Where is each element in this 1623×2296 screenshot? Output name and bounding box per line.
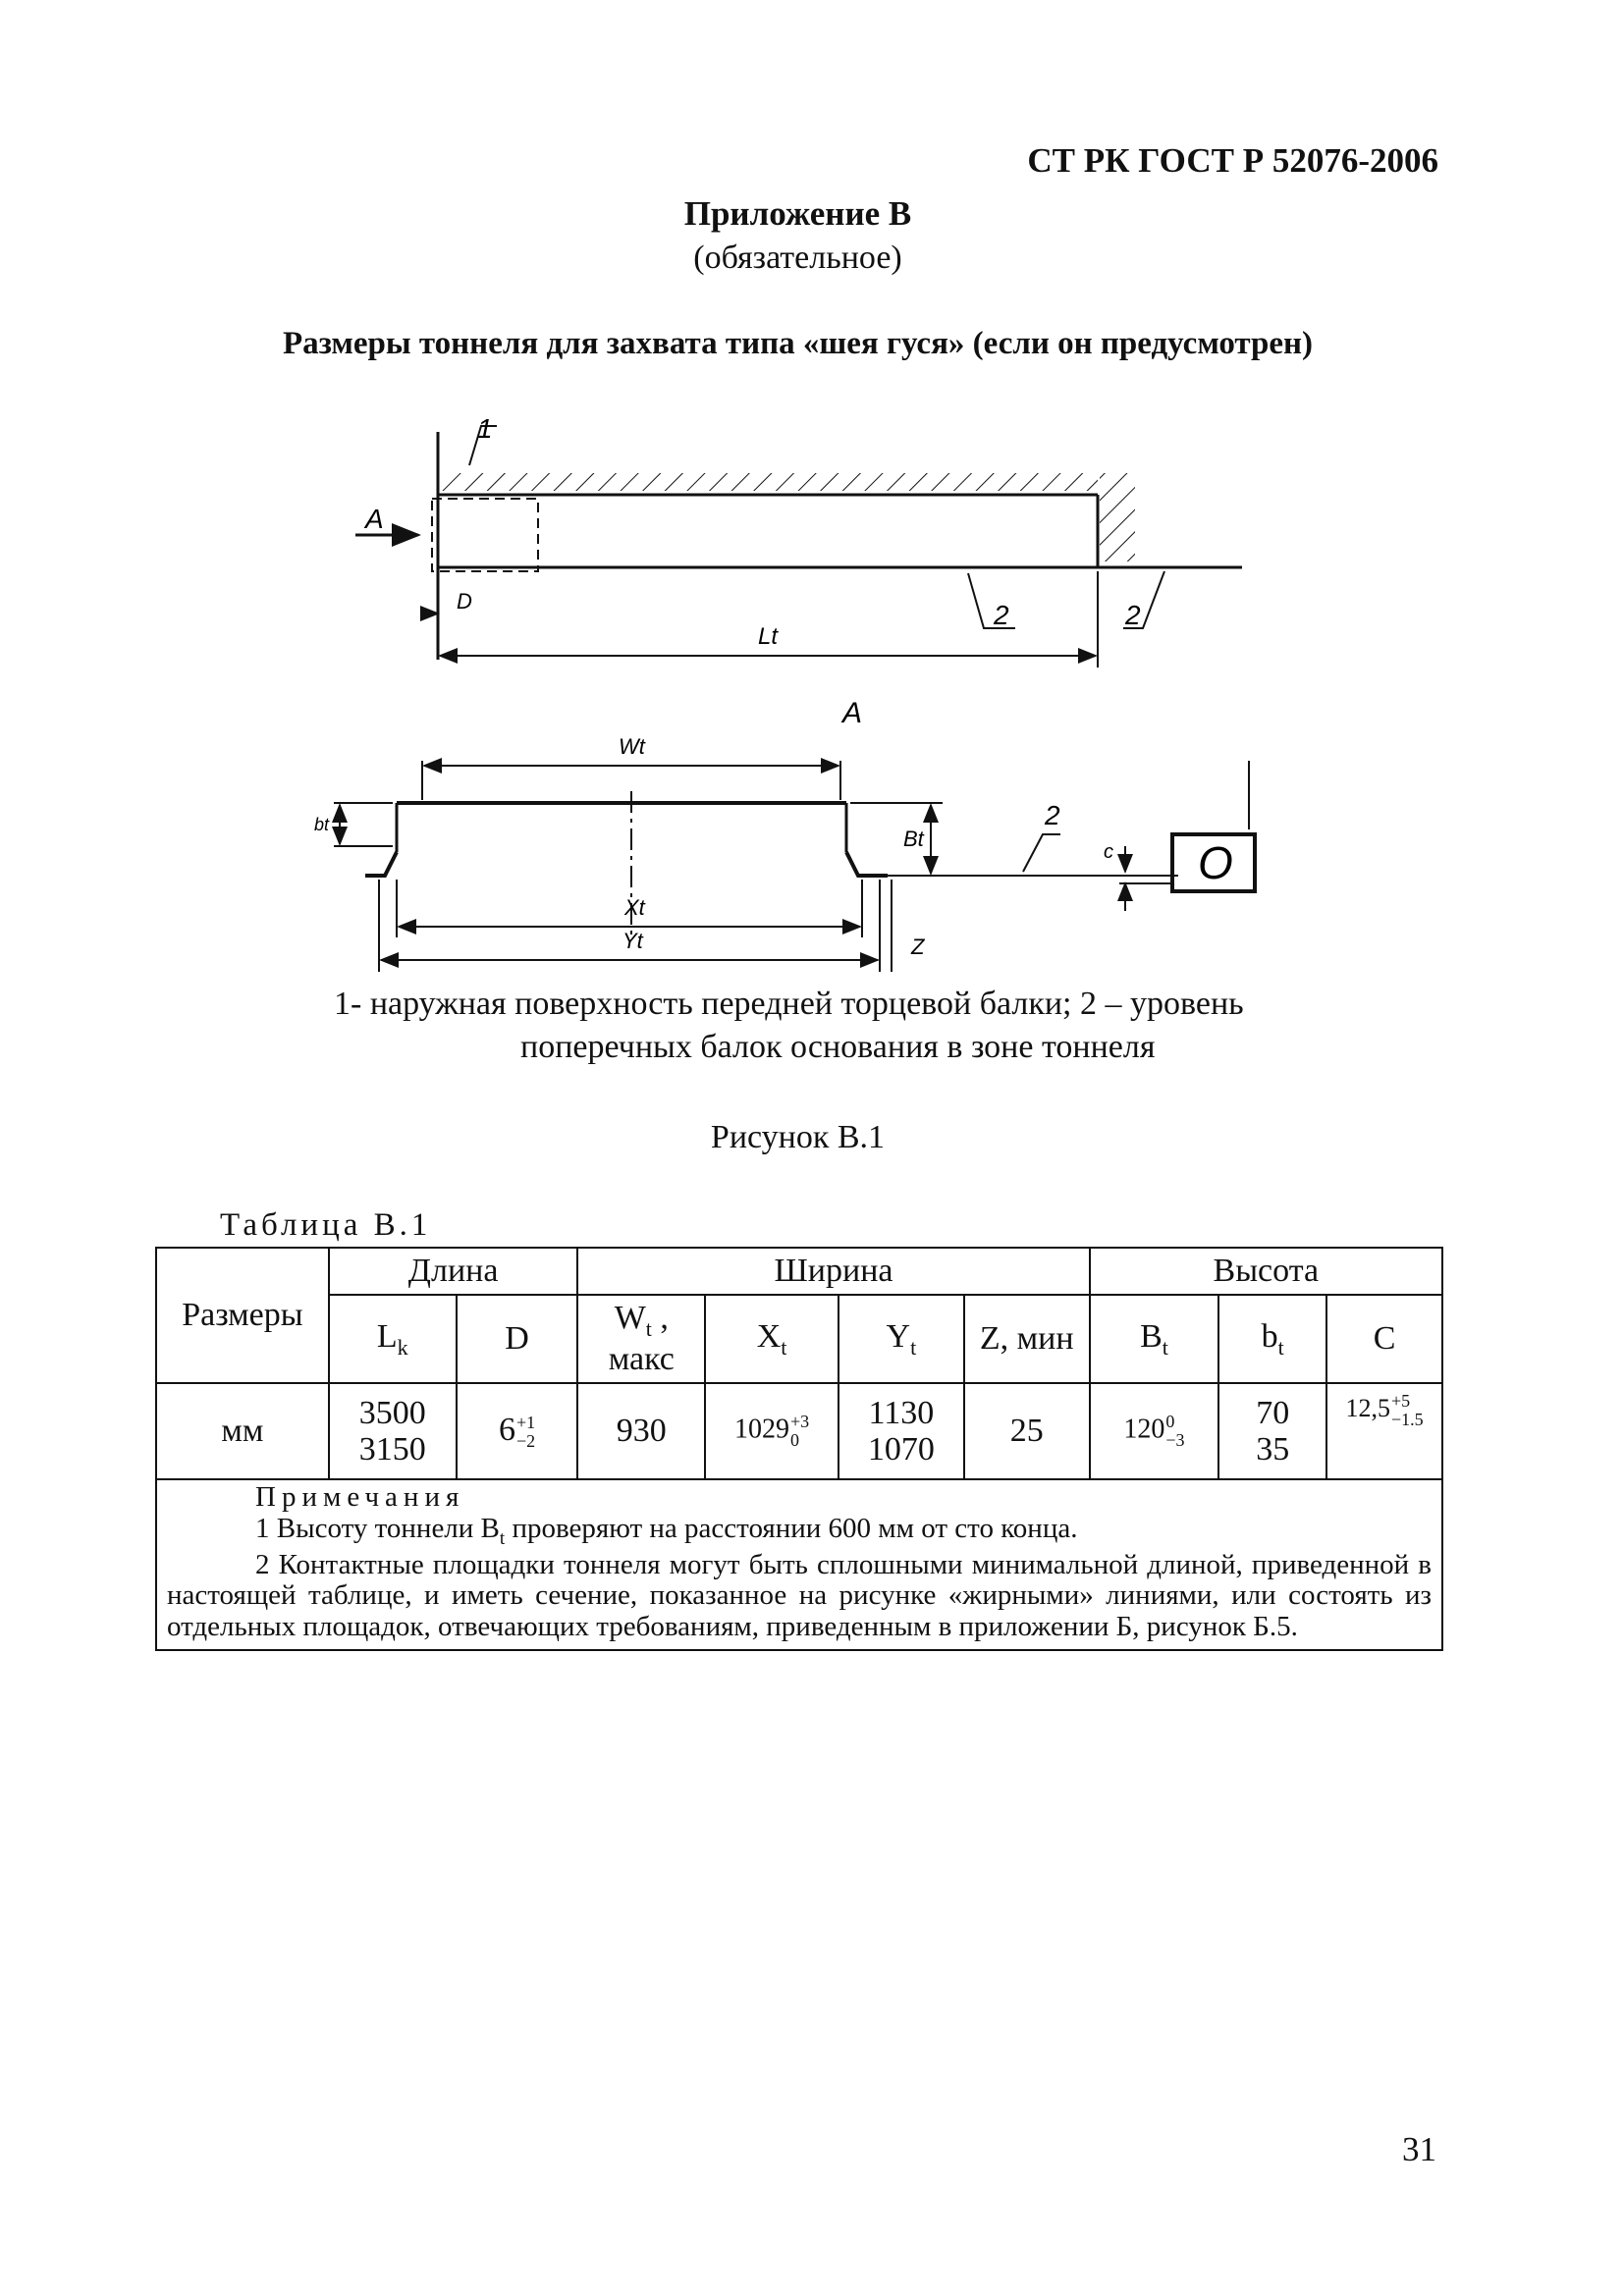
table-notes-row [156,1479,1442,1650]
col-wt: $W_t$ , макс [577,1295,705,1383]
cell-z: 25 [964,1383,1090,1479]
view-a-label: A [365,504,384,534]
view-a-section [314,697,1255,972]
table-header-row-2 [156,1295,1442,1383]
legend-line-1: 1- наружная поверхность передней торцевой балки; 2 – уровень [334,986,1244,1022]
callout-1-label: 1 [477,413,493,444]
col-bt: $B_t$ [1090,1295,1219,1383]
dim-yt-label: Yt [622,929,643,953]
appendix-subtitle: (обязательное) [693,240,902,276]
header-sizes: Размеры [156,1248,329,1383]
table-caption: Таблица В.1 [220,1207,432,1243]
section-heading: Размеры тоннеля для захвата типа «шея гуся» (если он предусмотрен) [282,326,1314,361]
cell-unit: мм [156,1383,329,1479]
callout-2c-label: 2 [1045,800,1060,830]
col-d: D [457,1295,578,1383]
side-view [355,413,1242,667]
legend-line-2: поперечных балок основания в зоне тоннеля [520,1029,1156,1065]
top-hatch [438,473,1098,491]
figure-caption: Рисунок В.1 [710,1119,886,1155]
notes-title: Примечания [255,1481,465,1513]
dim-bt-label: Bt [903,827,924,851]
cell-bt: 120 0 −3 [1090,1383,1219,1479]
right-hatch [1100,473,1135,561]
col-lk: $L_k$ [329,1295,457,1383]
callout-2b-label: 2 [1125,600,1141,630]
callout-2c-leader [1023,834,1060,872]
cell-xt: 1029 +3 0 [705,1383,839,1479]
dimensions-table [155,1247,1443,1651]
col-c: C [1326,1295,1442,1383]
col-bt-small: $b_t$ [1218,1295,1326,1383]
left-contact-pad [365,852,397,876]
standard-designation: СТ РК ГОСТ Р 52076-2006 [1027,141,1438,180]
cell-lk: 3500 3150 [329,1383,457,1479]
col-xt: $X_t$ [705,1295,839,1383]
header-width: Ширина [577,1248,1089,1295]
dim-d-label: D [457,589,472,614]
note-1: 1 Высоту тоннели $B_t$ проверяют на расстоянии 600 мм от сто конца. [255,1512,1078,1549]
view-a-title: A [842,697,863,729]
callout-2a-label: 2 [994,600,1009,630]
appendix-title: Приложение В [683,194,912,233]
note-2: 2 Контактные площадки тоннеля могут быть сплошными минимальной длиной, приведенной в настоящей таблице, и иметь сечение, показанное на рисунке «жирными» линиями, или состоять из отдельных площадок, отвечающих требованиям, приведенным в приложении Б, рисунок Б.5. [167,1548,1432,1643]
dashed-zone [432,499,538,571]
cell-yt: 1130 1070 [839,1383,964,1479]
figure-b1-drawing [0,0,1623,991]
header-height: Высота [1090,1248,1442,1295]
page-number: 31 [1402,2130,1436,2168]
dim-z-label: Z [911,934,925,959]
cell-c: 12,5 +5 −1.5 [1326,1383,1442,1479]
dim-lt-label: Lt [758,623,779,650]
table-row-mm [156,1383,1442,1479]
cell-d: 6 +1 −2 [457,1383,578,1479]
table-notes [156,1479,1442,1650]
dim-xt-label: Xt [624,895,645,920]
dim-wt-label: Wt [619,734,645,759]
right-contact-pad [846,852,888,876]
col-yt: $Y_t$ [839,1295,964,1383]
table-header-row-1 [156,1248,1442,1295]
dim-c-label: c [1104,841,1113,863]
cell-bt-small: 70 35 [1218,1383,1326,1479]
dim-bt-small-label: bt [314,815,330,834]
header-length: Длина [329,1248,578,1295]
cell-wt: 930 [577,1383,705,1479]
col-z: Z, мин [964,1295,1090,1383]
box-o-label: O [1198,837,1233,888]
